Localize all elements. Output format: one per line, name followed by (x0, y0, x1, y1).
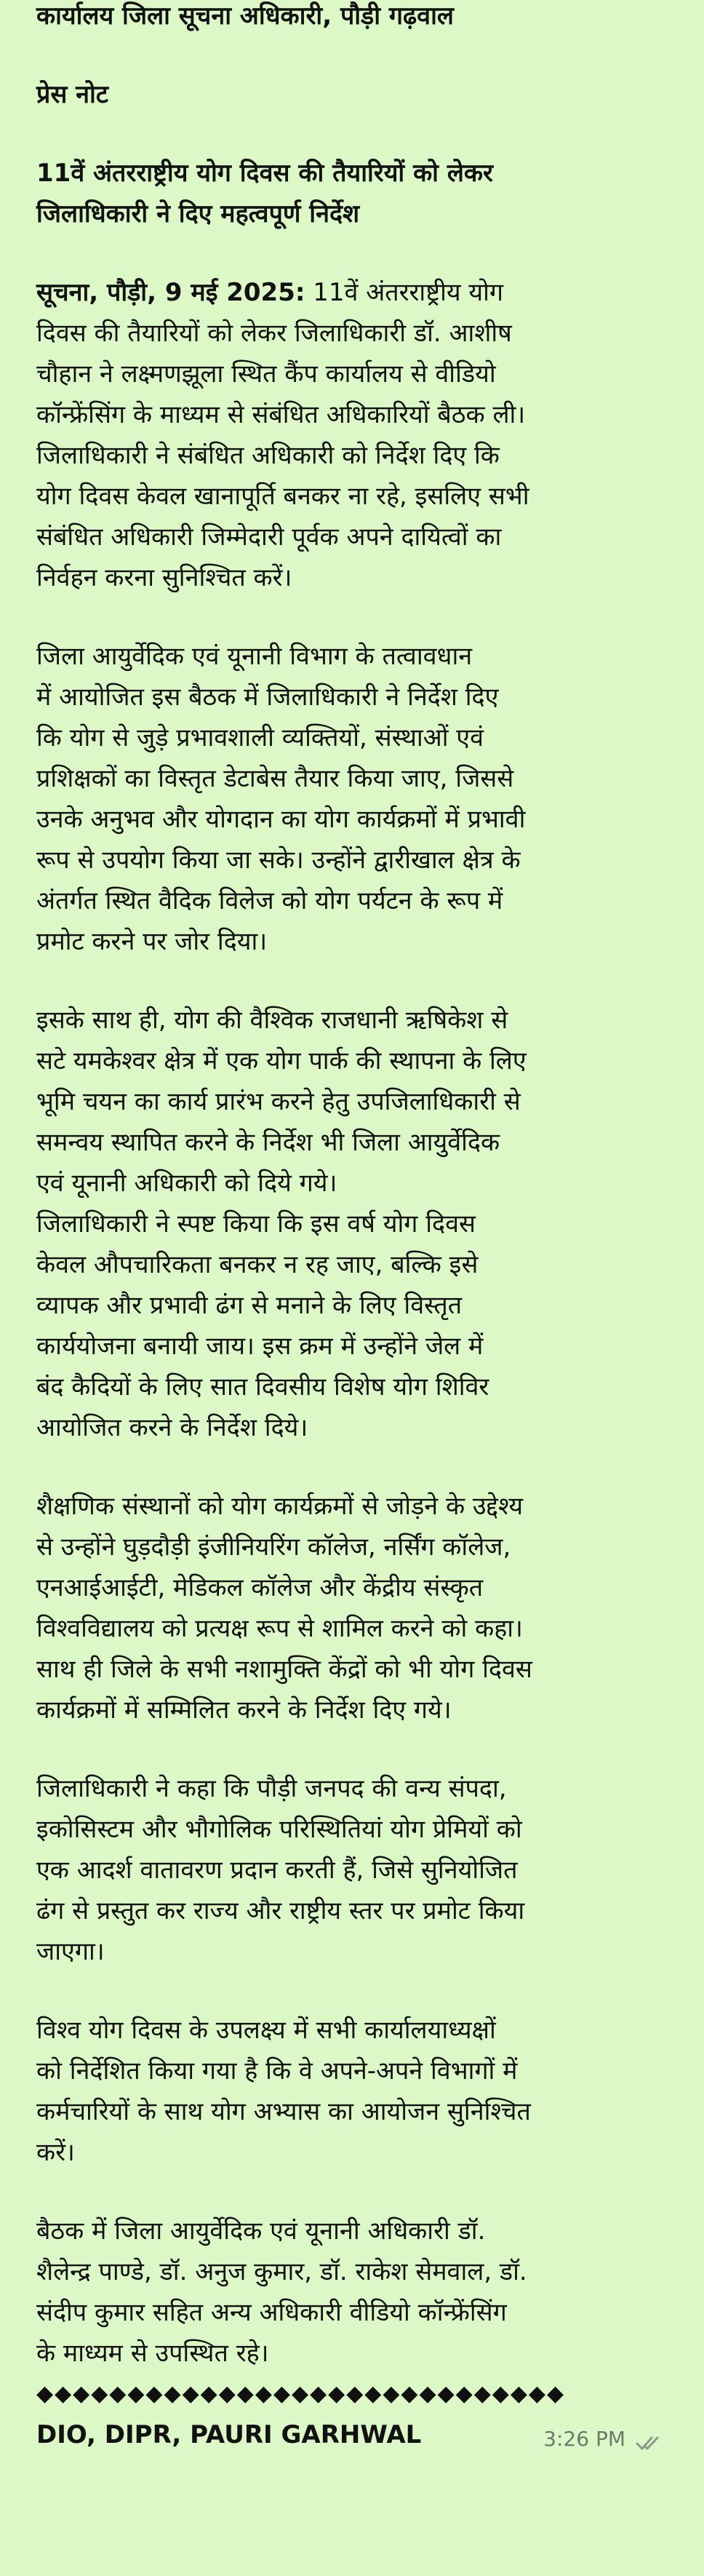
paragraph-5 (36, 1768, 663, 1972)
paragraph-line: कॉन्फ्रेंसिंग के माध्यम से संबंधित अधिकारियों बैठक ली। (36, 400, 526, 429)
paragraph-6 (36, 2010, 663, 2173)
dateline: सूचना, पौड़ी, 9 मई 2025: (36, 278, 305, 307)
message-footer (36, 2414, 663, 2458)
paragraph-line: के माध्यम से उपस्थित रहे। (36, 2339, 269, 2368)
paragraph-line: में आयोजित इस बैठक में जिलाधिकारी ने निर्देश दिए (36, 683, 499, 712)
paragraph-line: बंद कैदियों के लिए सात दिवसीय विशेष योग शिविर (36, 1372, 489, 1402)
paragraph-line (36, 272, 663, 313)
paragraph-line: भूमि चयन का कार्य प्रारंभ करने हेतु उपजिलाधिकारी से (36, 1087, 521, 1116)
headline-line: जिलाधिकारी ने दिए महत्वपूर्ण निर्देश (36, 199, 360, 228)
paragraph-line: एनआईआईटी, मेडिकल कॉलेज और केंद्रीय संस्कृत (36, 1573, 484, 1602)
paragraph-line: संबंधित अधिकारी जिम्मेदारी पूर्वक अपने दायित्वों का (36, 522, 502, 552)
paragraph-line: अंतर्गत स्थित वैदिक विलेज को योग पर्यटन के रूप में (36, 886, 503, 915)
double-check-icon (636, 2430, 663, 2448)
paragraph-line: जाएगा। (36, 1937, 105, 1966)
paragraph-line: विश्वविद्यालय को प्रत्यक्ष रूप से शामिल करने को कहा। (36, 1614, 523, 1643)
paragraph-line: सटे यमकेश्वर क्षेत्र में एक योग पार्क की स्थापना के लिए (36, 1046, 527, 1076)
headline-line: 11वें अंतरराष्ट्रीय योग दिवस की तैयारियों को लेकर (36, 159, 493, 188)
paragraph-line: विश्व योग दिवस के उपलक्ष्य में सभी कार्यालयाध्यक्षों (36, 2016, 496, 2045)
paragraph-line: कर्मचारियों के साथ योग अभ्यास का आयोजन सुनिश्चित (36, 2097, 531, 2126)
signature-diamonds: ◆◆◆◆◆◆◆◆◆◆◆◆◆◆◆◆◆◆◆◆◆◆◆◆◆◆◆◆◆ (36, 2381, 566, 2406)
paragraph-line: ढंग से प्रस्तुत कर राज्य और राष्ट्रीय स्तर पर प्रमोट किया (36, 1896, 525, 1925)
paragraph-7 (36, 2211, 663, 2374)
paragraph-1 (36, 272, 663, 598)
paragraph-line: साथ ही जिले के सभी नशामुक्ति केंद्रों को भी योग दिवस (36, 1655, 532, 1684)
paragraph-line: से उन्होंने घुड़दौड़ी इंजीनियरिंग कॉलेज, नर्सिंग कॉलेज, (36, 1533, 511, 1562)
office-title: कार्यालय जिला सूचना अधिकारी, पौड़ी गढ़वाल (36, 1, 454, 31)
message-time: 3:26 PM (543, 2427, 625, 2451)
paragraph-line: चौहान ने लक्ष्मणझूला स्थित कैंप कार्यालय से वीडियो (36, 359, 496, 389)
paragraph-line: शैलेन्द्र पाण्डे, डॉ. अनुज कुमार, डॉ. राकेश सेमवाल, डॉ. (36, 2257, 527, 2286)
paragraph-2 (36, 636, 663, 962)
paragraph-line: समन्वय स्थापित करने के निर्देश भी जिला आयुर्वेदिक (36, 1128, 500, 1157)
signature-name: DIO, DIPR, PAURI GARHWAL (36, 2420, 422, 2449)
paragraph-text: 11वें अंतरराष्ट्रीय योग (305, 278, 504, 307)
paragraph-line: जिला आयुर्वेदिक एवं यूनानी विभाग के तत्वावधान (36, 642, 473, 671)
paragraph-line: बैठक में जिला आयुर्वेदिक एवं यूनानी अधिकारी डॉ. (36, 2217, 486, 2246)
press-note-label: प्रेस नोट (36, 80, 108, 109)
paragraph-3 (36, 1000, 663, 1448)
paragraph-line: कार्ययोजना बनायी जाय। इस क्रम में उन्होंने जेल में (36, 1332, 484, 1361)
paragraph-line: कि योग से जुड़े प्रभावशाली व्यक्तियों, संस्थाओं एवं (36, 723, 484, 752)
paragraph-line: जिलाधिकारी ने कहा कि पौड़ी जनपद की वन्य संपदा, (36, 1774, 507, 1803)
paragraph-line: एक आदर्श वातावरण प्रदान करती हैं, जिसे सुनियोजित (36, 1856, 518, 1885)
paragraph-line: दिवस की तैयारियों को लेकर जिलाधिकारी डॉ. आशीष (36, 319, 512, 348)
paragraph-line: एवं यूनानी अधिकारी को दिये गये। (36, 1169, 337, 1198)
paragraph-line: व्यापक और प्रभावी ढंग से मनाने के लिए विस्तृत (36, 1291, 463, 1320)
paragraph-line: प्रशिक्षकों का विस्तृत डेटाबेस तैयार किया जाए, जिससे (36, 764, 514, 793)
paragraph-line: योग दिवस केवल खानापूर्ति बनकर ना रहे, इसलिए सभी (36, 482, 529, 511)
paragraph-line: इसके साथ ही, योग की वैश्विक राजधानी ऋषिकेश से (36, 1006, 508, 1035)
paragraph-line: निर्वहन करना सुनिश्चित करें। (36, 563, 292, 592)
paragraph-line: संदीप कुमार सहित अन्य अधिकारी वीडियो कॉन्फ्रेंसिंग (36, 2298, 507, 2327)
paragraph-line: को निर्देशित किया गया है कि वे अपने-अपने विभागों में (36, 2056, 518, 2086)
paragraph-line: करें। (36, 2138, 75, 2167)
paragraph-line: शैक्षणिक संस्थानों को योग कार्यक्रमों से जोड़ने के उद्देश्य (36, 1492, 524, 1521)
headline (36, 153, 663, 234)
paragraph-line: प्रमोट करने पर जोर दिया। (36, 927, 268, 956)
paragraph-line: केवल औपचारिकता बनकर न रह जाए, बल्कि इसे (36, 1250, 479, 1279)
paragraph-line: उनके अनुभव और योगदान का योग कार्यक्रमों में प्रभावी (36, 805, 526, 834)
paragraph-line: कार्यक्रमों में सम्मिलित करने के निर्देश दिए गये। (36, 1696, 452, 1725)
paragraph-line: इकोसिस्टम और भौगोलिक परिस्थितियां योग प्रेमियों को (36, 1815, 522, 1844)
paragraph-4 (36, 1486, 663, 1730)
message-meta (543, 2425, 663, 2454)
paragraph-line: रूप से उपयोग किया जा सके। उन्होंने द्वारीखाल क्षेत्र के (36, 846, 521, 875)
paragraph-line: आयोजित करने के निर्देश दिये। (36, 1413, 308, 1442)
paragraph-line: जिलाधिकारी ने स्पष्ट किया कि इस वर्ष योग दिवस (36, 1209, 476, 1239)
paragraph-line: जिलाधिकारी ने संबंधित अधिकारी को निर्देश दिए कि (36, 441, 500, 470)
